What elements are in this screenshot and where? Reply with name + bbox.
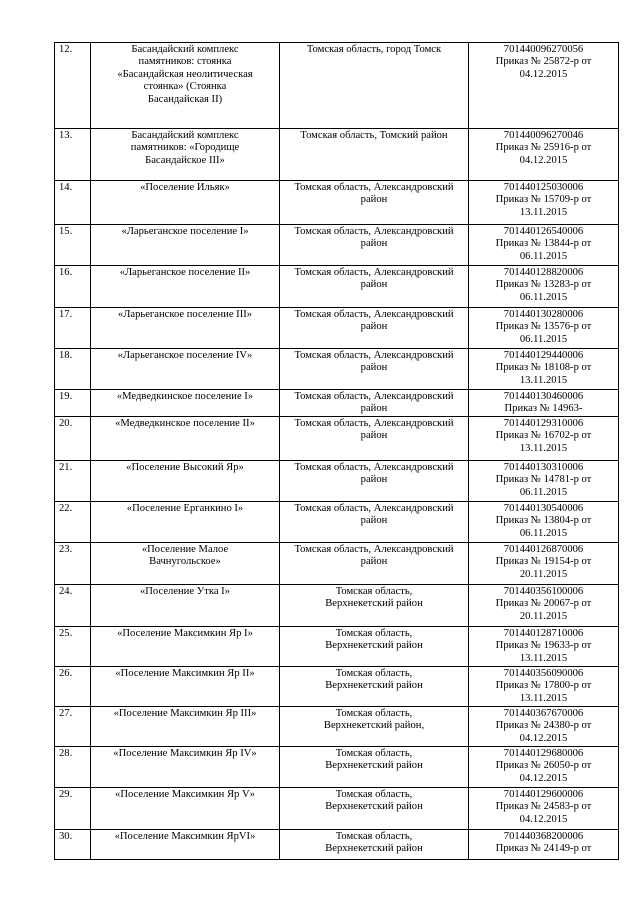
monument-location-line: район	[360, 362, 388, 374]
table-row	[55, 542, 619, 584]
monument-name-line: «Поселение Максимкин Яр II»	[115, 667, 255, 679]
table-row	[55, 626, 619, 666]
registration-info-line: Приказ № 13844-р от	[495, 238, 592, 250]
monument-name-cell	[91, 666, 280, 706]
table-row	[55, 746, 619, 787]
monument-location-cell	[280, 666, 469, 706]
registration-info-cell	[469, 829, 619, 859]
monument-name-cell	[91, 43, 280, 129]
registration-info-line: Приказ № 20067-р от	[495, 598, 592, 610]
table-row	[55, 266, 619, 308]
registration-info-line: 701440130460006	[503, 391, 584, 402]
registration-info-cell	[469, 666, 619, 706]
monument-name-cell	[91, 829, 280, 859]
registration-info-line: 701440356100006	[503, 585, 584, 597]
registration-info-cell	[469, 390, 619, 417]
monument-location-line: район	[360, 238, 388, 250]
monument-name-line: Басандайское III»	[145, 154, 225, 166]
monument-name-line: памятников: «Городище	[130, 142, 240, 154]
monument-name-cell	[91, 584, 280, 626]
monument-location-cell	[280, 181, 469, 225]
table-row	[55, 666, 619, 706]
monument-name-line: стоянка» (Стоянка	[143, 81, 227, 93]
monument-name-line: «Медведкинское поселение II»	[115, 417, 255, 429]
registration-info-line: 04.12.2015	[519, 732, 568, 744]
table-row	[55, 225, 619, 266]
monument-name-cell	[91, 501, 280, 542]
row-number: 29.	[59, 788, 73, 800]
monument-location-line: Верхнекетский район	[325, 598, 423, 610]
registration-info-line: 701440128710006	[503, 627, 584, 639]
monument-location-line: Томская область,	[335, 830, 413, 842]
row-number-cell	[55, 542, 91, 584]
registration-info-cell	[469, 542, 619, 584]
table-row	[55, 706, 619, 746]
table-row	[55, 308, 619, 349]
row-number-cell	[55, 626, 91, 666]
monument-name-cell	[91, 225, 280, 266]
registration-info-line: Приказ № 14781-р от	[495, 474, 592, 486]
monument-name-line: «Поселение Малое	[141, 543, 229, 555]
table-row	[55, 390, 619, 417]
monument-name-cell	[91, 787, 280, 829]
registration-info-line: Приказ № 24380-р от	[495, 720, 592, 732]
monument-location-cell	[280, 787, 469, 829]
monument-name-line: Вачнугольское»	[149, 556, 221, 568]
registration-info-cell	[469, 225, 619, 266]
monument-location-line: Верхнекетский район,	[323, 720, 425, 732]
registration-info-cell	[469, 349, 619, 390]
row-number-cell	[55, 706, 91, 746]
monument-location-line: Томская область, Томский район	[300, 130, 448, 141]
registration-info-line: 04.12.2015	[519, 68, 568, 80]
row-number: 24.	[59, 585, 73, 597]
monument-name-cell	[91, 308, 280, 349]
row-number-cell	[55, 349, 91, 390]
registration-info-line: 701440130540006	[503, 502, 584, 514]
registration-info-line: Приказ № 15709-р от	[495, 194, 592, 206]
registration-info-line: Приказ № 18108-р от	[495, 362, 592, 374]
registration-info-line: 701440126870006	[503, 543, 584, 555]
registration-info-line: 06.11.2015	[519, 486, 568, 498]
monument-location-line: Томская область, Александровский	[294, 267, 454, 278]
monument-location-cell	[280, 501, 469, 542]
row-number-cell	[55, 43, 91, 129]
monument-name-line: «Ларьеганское поселение III»	[117, 309, 253, 320]
row-number-cell	[55, 787, 91, 829]
registration-info-line: Приказ № 13576-р от	[495, 321, 592, 333]
registration-info-line: Приказ № 24583-р от	[495, 801, 592, 813]
monument-location-cell	[280, 390, 469, 417]
monument-name-cell	[91, 266, 280, 308]
monument-name-line: «Поселение Максимкин Яр IV»	[113, 747, 257, 759]
monument-location-line: Томская область, город Томск	[306, 44, 442, 55]
registration-info-line: 04.12.2015	[519, 772, 568, 784]
row-number-cell	[55, 584, 91, 626]
row-number: 19.	[59, 391, 73, 402]
row-number: 14.	[59, 182, 73, 193]
row-number: 20.	[59, 417, 73, 429]
registration-info-line: 701440096270056	[503, 44, 584, 55]
monument-name-cell	[91, 181, 280, 225]
monument-location-line: район	[360, 279, 388, 291]
row-number-cell	[55, 746, 91, 787]
row-number: 23.	[59, 543, 73, 555]
monument-location-line: Томская область, Александровский	[294, 391, 454, 402]
row-number: 22.	[59, 502, 73, 514]
table-row	[55, 460, 619, 501]
monument-location-cell	[280, 746, 469, 787]
monument-location-line: Томская область,	[335, 585, 413, 597]
row-number-cell	[55, 266, 91, 308]
monument-location-cell	[280, 308, 469, 349]
monument-location-cell	[280, 706, 469, 746]
row-number-cell	[55, 181, 91, 225]
registration-info-line: 06.11.2015	[519, 333, 568, 345]
monument-name-line: «Поселение Утка I»	[139, 585, 230, 597]
registration-info-line: 13.11.2015	[519, 692, 568, 704]
row-number-cell	[55, 129, 91, 181]
registration-info-line: 13.11.2015	[519, 652, 568, 664]
table-row	[55, 829, 619, 859]
registration-info-line: 20.11.2015	[519, 610, 568, 622]
monument-name-line: «Поселение Максимкин ЯрVI»	[114, 830, 256, 842]
monument-location-line: Томская область,	[335, 627, 413, 639]
monument-name-cell	[91, 416, 280, 460]
registration-info-line: 701440129680006	[503, 747, 584, 759]
registration-info-line: 06.11.2015	[519, 527, 568, 539]
row-number: 27.	[59, 707, 73, 719]
monument-location-line: Томская область, Александровский	[294, 543, 454, 555]
row-number: 13.	[59, 130, 73, 141]
monument-name-line: «Поселение Ильяк»	[140, 182, 230, 193]
table-body	[55, 43, 619, 860]
registration-info-cell	[469, 416, 619, 460]
monument-name-cell	[91, 129, 280, 181]
registration-info-line: 701440096270046	[503, 130, 584, 141]
registration-info-line: 701440130310006	[503, 461, 584, 473]
monument-name-cell	[91, 626, 280, 666]
heritage-registry-table	[54, 42, 619, 860]
monument-name-cell	[91, 349, 280, 390]
registration-info-line: Приказ № 25872-р от	[495, 56, 592, 68]
row-number-cell	[55, 829, 91, 859]
row-number: 12.	[59, 44, 73, 55]
monument-location-cell	[280, 460, 469, 501]
registration-info-line: Приказ № 26050-р от	[495, 760, 592, 772]
registration-info-line: 13.11.2015	[519, 442, 568, 454]
registration-info-line: Приказ № 13804-р от	[495, 515, 592, 527]
registration-info-line: 06.11.2015	[519, 250, 568, 262]
row-number: 18.	[59, 350, 73, 361]
monument-location-line: Томская область, Александровский	[294, 417, 454, 429]
registration-info-line: Приказ № 24149-р от	[495, 843, 592, 855]
registration-info-line: 20.11.2015	[519, 568, 568, 580]
table-row	[55, 787, 619, 829]
registration-info-line: 701440128820006	[503, 267, 584, 278]
registration-info-line: Приказ № 16702-р от	[495, 430, 592, 442]
monument-name-line: Басандайская II)	[147, 93, 223, 105]
monument-name-line: «Медведкинское поселение I»	[116, 391, 254, 402]
monument-location-line: Томская область,	[335, 667, 413, 679]
monument-name-cell	[91, 706, 280, 746]
registration-info-cell	[469, 746, 619, 787]
monument-location-line: Томская область, Александровский	[294, 182, 454, 193]
registration-info-line: 701440129310006	[503, 417, 584, 429]
table-row	[55, 129, 619, 181]
monument-location-line: район	[360, 403, 388, 415]
monument-name-line: «Ларьеганское поселение I»	[121, 226, 249, 237]
monument-name-cell	[91, 542, 280, 584]
monument-name-line: памятников: стоянка	[138, 56, 232, 68]
registration-info-cell	[469, 308, 619, 349]
row-number: 15.	[59, 226, 73, 237]
registration-info-line: Приказ № 17800-р от	[495, 680, 592, 692]
row-number: 21.	[59, 461, 73, 473]
registration-info-cell	[469, 181, 619, 225]
registration-info-cell	[469, 43, 619, 129]
monument-location-line: Томская область, Александровский	[294, 309, 454, 320]
registration-info-cell	[469, 787, 619, 829]
row-number: 28.	[59, 747, 73, 759]
registration-info-cell	[469, 266, 619, 308]
registration-info-cell	[469, 706, 619, 746]
registration-info-line: 701440129440006	[503, 350, 584, 361]
registration-info-line: 701440125030006	[503, 182, 584, 193]
registration-info-cell	[469, 129, 619, 181]
table-row	[55, 584, 619, 626]
table-row	[55, 501, 619, 542]
monument-name-cell	[91, 390, 280, 417]
registration-info-line: 701440367670006	[503, 707, 584, 719]
registration-info-line: 701440368200006	[503, 830, 584, 842]
monument-location-line: район	[360, 474, 388, 486]
monument-name-line: Басандайский комплекс	[131, 44, 239, 55]
monument-name-line: «Ларьеганское поселение II»	[119, 267, 251, 278]
monument-location-line: Томская область, Александровский	[294, 226, 454, 237]
registration-info-line: Приказ № 25916-р от	[495, 142, 592, 154]
table-row	[55, 181, 619, 225]
monument-location-line: Верхнекетский район	[325, 760, 423, 772]
monument-name-line: «Поселение Максимкин Яр V»	[115, 788, 255, 800]
monument-location-line: Верхнекетский район	[325, 843, 423, 855]
monument-location-cell	[280, 584, 469, 626]
row-number: 17.	[59, 309, 73, 320]
row-number: 26.	[59, 667, 73, 679]
row-number-cell	[55, 225, 91, 266]
monument-name-line: «Поселение Максимкин Яр III»	[113, 707, 257, 719]
monument-location-line: район	[360, 515, 388, 527]
registration-info-line: 701440130280006	[503, 309, 584, 320]
monument-location-line: район	[360, 556, 388, 568]
monument-name-line: «Басандайская неолитическая	[117, 68, 253, 80]
table-row	[55, 43, 619, 129]
monument-location-line: район	[360, 321, 388, 333]
registration-info-line: Приказ № 19154-р от	[495, 556, 592, 568]
registration-info-cell	[469, 626, 619, 666]
monument-location-line: Томская область,	[335, 707, 413, 719]
monument-location-cell	[280, 829, 469, 859]
monument-location-line: Верхнекетский район	[325, 801, 423, 813]
monument-location-cell	[280, 626, 469, 666]
monument-name-line: «Поселение Максимкин Яр I»	[117, 627, 253, 639]
registration-info-line: Приказ № 13283-р от	[495, 279, 592, 291]
monument-location-cell	[280, 43, 469, 129]
registration-info-line: 04.12.2015	[519, 154, 568, 166]
monument-location-line: Томская область,	[335, 788, 413, 800]
monument-location-line: Томская область, Александровский	[294, 461, 454, 473]
row-number: 25.	[59, 627, 73, 639]
row-number-cell	[55, 501, 91, 542]
monument-name-line: «Ларьеганское поселение IV»	[117, 350, 253, 361]
registration-info-cell	[469, 501, 619, 542]
row-number: 30.	[59, 830, 73, 842]
row-number-cell	[55, 390, 91, 417]
monument-location-line: Верхнекетский район	[325, 680, 423, 692]
monument-location-cell	[280, 225, 469, 266]
monument-name-line: «Поселение Высокий Яр»	[126, 461, 244, 473]
registration-info-line: Приказ № 14963-	[504, 403, 583, 415]
registration-info-cell	[469, 584, 619, 626]
row-number-cell	[55, 666, 91, 706]
monument-location-cell	[280, 416, 469, 460]
registration-info-line: 13.11.2015	[519, 206, 568, 218]
row-number: 16.	[59, 267, 73, 278]
monument-location-cell	[280, 542, 469, 584]
monument-location-line: Томская область,	[335, 747, 413, 759]
monument-location-cell	[280, 266, 469, 308]
row-number-cell	[55, 308, 91, 349]
monument-location-cell	[280, 349, 469, 390]
monument-name-cell	[91, 460, 280, 501]
row-number-cell	[55, 416, 91, 460]
registration-info-cell	[469, 460, 619, 501]
registration-info-line: 701440356090006	[503, 667, 584, 679]
row-number-cell	[55, 460, 91, 501]
registration-info-line: 06.11.2015	[519, 291, 568, 303]
monument-name-line: Басандайский комплекс	[131, 130, 239, 141]
monument-location-line: район	[360, 430, 388, 442]
monument-location-line: Томская область, Александровский	[294, 350, 454, 361]
monument-location-line: Верхнекетский район	[325, 640, 423, 652]
monument-name-cell	[91, 746, 280, 787]
table-row	[55, 416, 619, 460]
table-row	[55, 349, 619, 390]
registration-info-line: 701440126540006	[503, 226, 584, 237]
registration-info-line: 13.11.2015	[519, 374, 568, 386]
registration-info-line: 04.12.2015	[519, 813, 568, 825]
registration-info-line: 701440129600006	[503, 788, 584, 800]
monument-location-line: район	[360, 194, 388, 206]
monument-location-line: Томская область, Александровский	[294, 502, 454, 514]
registration-info-line: Приказ № 19633-р от	[495, 640, 592, 652]
monument-location-cell	[280, 129, 469, 181]
monument-name-line: «Поселение Ерганкино I»	[126, 502, 244, 514]
